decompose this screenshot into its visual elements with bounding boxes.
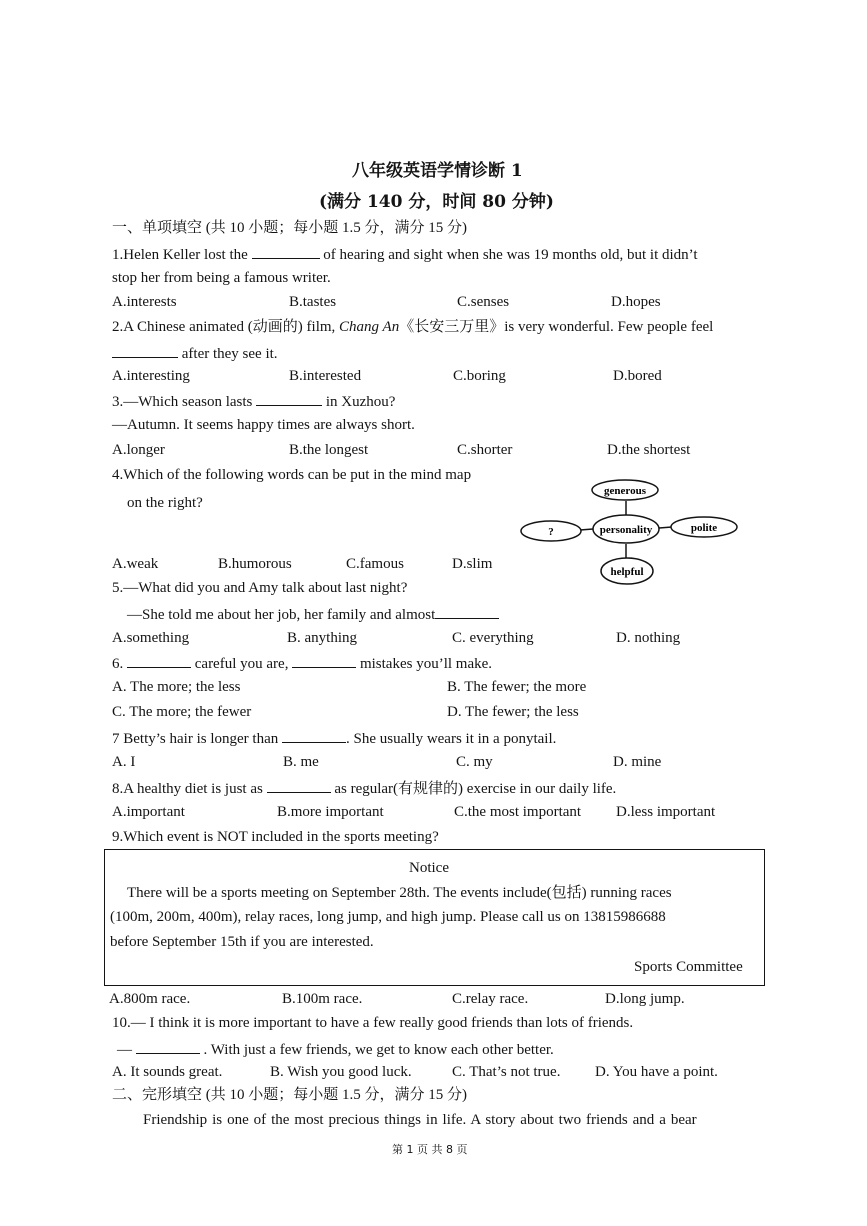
- q4-option-b[interactable]: B.humorous: [218, 556, 292, 572]
- q10-option-a[interactable]: A. It sounds great.: [112, 1064, 223, 1080]
- page-number: 第 1 页 共 8 页: [392, 1143, 468, 1156]
- q2-option-c[interactable]: C.boring: [453, 368, 506, 384]
- q9-option-c[interactable]: C.relay race.: [452, 991, 529, 1007]
- q3-stem-a: 3.—Which season lasts: [112, 394, 253, 410]
- q9-stem: 9.Which event is NOT included in the sports meeting?: [112, 829, 439, 845]
- q1-option-a[interactable]: A.interests: [112, 294, 177, 310]
- q1-blank[interactable]: [252, 244, 320, 259]
- q10-option-b[interactable]: B. Wish you good luck.: [270, 1064, 412, 1080]
- q3-option-a[interactable]: A.longer: [112, 442, 165, 458]
- mind-map-word-generous: generous: [604, 485, 646, 497]
- q3-option-d[interactable]: D.the shortest: [607, 442, 691, 458]
- q2-stem-c: after they see it.: [181, 346, 278, 362]
- mind-map-word-polite: polite: [690, 522, 718, 534]
- q7-option-a[interactable]: A. I: [112, 754, 136, 770]
- q5-option-a[interactable]: A.something: [112, 630, 190, 646]
- notice-line-3: before September 15th if you are interested.: [110, 934, 374, 950]
- q7-stem: [112, 728, 556, 748]
- q9-option-b[interactable]: B.100m race.: [282, 991, 363, 1007]
- notice-signature: Sports Committee: [634, 959, 743, 975]
- q2-option-b[interactable]: B.interested: [289, 368, 362, 384]
- q3-blank[interactable]: [256, 391, 322, 406]
- q8-stem: [112, 778, 616, 798]
- q3-answer-line: —Autumn. It seems happy times are always short.: [112, 417, 415, 433]
- notice-title: Notice: [409, 860, 449, 876]
- q7-blank[interactable]: [282, 728, 346, 743]
- q3-option-c[interactable]: C.shorter: [457, 442, 513, 458]
- q10-blank[interactable]: [136, 1039, 200, 1054]
- q10-option-d[interactable]: D. You have a point.: [595, 1064, 718, 1080]
- q6-option-a[interactable]: A. The more; the less: [112, 679, 241, 695]
- q6-stem-b: careful you are,: [194, 656, 289, 672]
- section2-heading: 二、完形填空 (共 10 小题；每小题 1.5 分，满分 15 分): [112, 1087, 467, 1103]
- q10-option-c[interactable]: C. That’s not true.: [452, 1064, 561, 1080]
- page-subtitle: (满分 140 分，时间 80 分钟): [319, 192, 554, 212]
- q4-option-d[interactable]: D.slim: [452, 556, 493, 572]
- q10-stem-b: —: [117, 1042, 132, 1058]
- notice-line-2: (100m, 200m, 400m), relay races, long jump, and high jump. Please call us on 13815986688: [110, 909, 666, 925]
- q3-stem-b: in Xuzhou?: [325, 394, 396, 410]
- q1-option-c[interactable]: C.senses: [457, 294, 510, 310]
- q7-stem-a: 7 Betty’s hair is longer than: [112, 731, 279, 747]
- q2-film-name: Chang An: [339, 319, 400, 335]
- q5-line2: [127, 604, 499, 624]
- q1-stem: [112, 244, 698, 264]
- q6-option-b[interactable]: B. The fewer; the more: [447, 679, 587, 695]
- q7-option-c[interactable]: C. my: [456, 754, 493, 770]
- q6-blank-1[interactable]: [127, 653, 191, 668]
- q2-option-d[interactable]: D.bored: [613, 368, 662, 384]
- q1-option-d[interactable]: D.hopes: [611, 294, 661, 310]
- q8-stem-a: 8.A healthy diet is just as: [112, 781, 263, 797]
- mind-map: [518, 476, 768, 588]
- q8-blank[interactable]: [267, 778, 331, 793]
- q4-stem-b: on the right?: [127, 495, 203, 511]
- q6-stem-a: 6.: [112, 656, 124, 672]
- q3-stem: [112, 391, 395, 411]
- section1-heading: 一、单项填空 (共 10 小题；每小题 1.5 分，满分 15 分): [112, 220, 467, 236]
- q10-line2: [117, 1039, 554, 1059]
- mind-map-word-personality: personality: [599, 524, 653, 536]
- section2-passage: Friendship is one of the most precious things in life. A story about two friends and a bear: [143, 1112, 697, 1128]
- q8-option-b[interactable]: B.more important: [277, 804, 384, 820]
- q4-stem-a: 4.Which of the following words can be put in the mind map: [112, 467, 472, 483]
- q8-option-c[interactable]: C.the most important: [454, 804, 582, 820]
- q6-blank-2[interactable]: [292, 653, 356, 668]
- q9-option-a[interactable]: A.800m race.: [109, 991, 191, 1007]
- q6-option-d[interactable]: D. The fewer; the less: [447, 704, 579, 720]
- q2-stem: [112, 318, 713, 336]
- q1-stem-a: 1.Helen Keller lost the: [112, 247, 248, 263]
- q6-stem: [112, 653, 492, 673]
- mind-map-line-left: [580, 529, 593, 530]
- q2-stem-b: 《长安三万里》is very wonderful. Few people feel: [399, 319, 714, 335]
- q4-option-c[interactable]: C.famous: [346, 556, 404, 572]
- q6-option-c[interactable]: C. The more; the fewer: [112, 704, 252, 720]
- q10-stem-a: 10.— I think it is more important to have a few really good friends than lots of friends.: [112, 1015, 634, 1031]
- q5-stem-b: —She told me about her job, her family and almost: [127, 607, 436, 623]
- q5-blank[interactable]: [435, 604, 499, 619]
- q1-stem-c: stop her from being a famous writer.: [112, 270, 331, 286]
- q8-option-a[interactable]: A.important: [112, 804, 185, 820]
- q10-stem-c: . With just a few friends, we get to know each other better.: [203, 1042, 554, 1058]
- q9-option-d[interactable]: D.long jump.: [605, 991, 685, 1007]
- mind-map-word-unknown: ?: [548, 526, 554, 538]
- q7-stem-b: . She usually wears it in a ponytail.: [345, 731, 557, 747]
- q2-stem-a: 2.A Chinese animated (动画的) film,: [112, 319, 336, 335]
- q2-blank[interactable]: [112, 343, 178, 358]
- q7-option-b[interactable]: B. me: [283, 754, 319, 770]
- notice-line-1: There will be a sports meeting on September 28th. The events include(包括) running races: [127, 885, 672, 901]
- q1-stem-b: of hearing and sight when she was 19 months old, but it didn’t: [323, 247, 698, 263]
- q5-option-d[interactable]: D. nothing: [616, 630, 681, 646]
- q1-option-b[interactable]: B.tastes: [289, 294, 337, 310]
- q8-option-d[interactable]: D.less important: [616, 804, 716, 820]
- q5-option-c[interactable]: C. everything: [452, 630, 534, 646]
- mind-map-line-right: [659, 527, 672, 528]
- q5-stem-a: 5.—What did you and Amy talk about last night?: [112, 580, 408, 596]
- q6-stem-c: mistakes you’ll make.: [359, 656, 493, 672]
- q8-stem-b: as regular(有规律的) exercise in our daily life.: [334, 781, 617, 797]
- q4-option-a[interactable]: A.weak: [112, 556, 159, 572]
- q2-line2: [112, 343, 278, 363]
- q5-option-b[interactable]: B. anything: [287, 630, 357, 646]
- page-title: 八年级英语学情诊断 1: [352, 161, 523, 181]
- q7-option-d[interactable]: D. mine: [613, 754, 662, 770]
- mind-map-word-helpful: helpful: [610, 566, 644, 578]
- q3-option-b[interactable]: B.the longest: [289, 442, 369, 458]
- q2-option-a[interactable]: A.interesting: [112, 368, 190, 384]
